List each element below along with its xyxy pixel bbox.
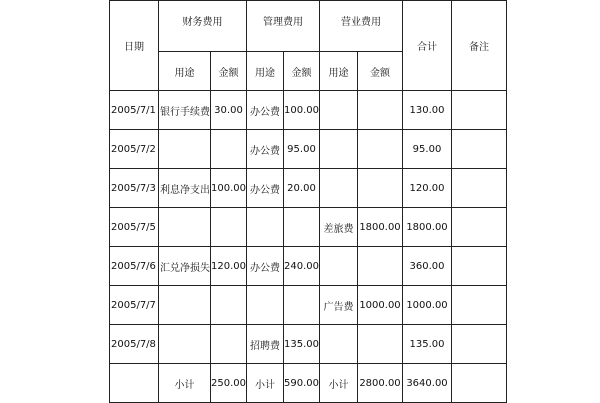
management-purpose-cell: 办公费 [247,169,284,208]
finance-purpose-cell [159,286,211,325]
sales-expense-header: 营业费用 [320,1,403,52]
management-amount-cell [284,208,320,247]
finance-amount-cell [211,325,247,364]
finance-amount-cell [211,208,247,247]
remark-cell [452,169,507,208]
sales-amount-cell: 1000.00 [358,286,403,325]
total-cell: 135.00 [403,325,452,364]
management-expense-header: 管理费用 [247,1,320,52]
date-cell: 2005/7/7 [110,286,159,325]
total-cell: 1800.00 [403,208,452,247]
sales-purpose-cell: 差旅费 [320,208,358,247]
management-subtotal-amount: 590.00 [284,364,320,403]
management-purpose-cell: 办公费 [247,247,284,286]
sales-amount-cell [358,247,403,286]
sales-purpose-cell [320,91,358,130]
table-row [110,169,507,208]
finance-purpose-cell: 银行手续费 [159,91,211,130]
finance-purpose-cell: 汇兑净损失 [159,247,211,286]
total-cell: 95.00 [403,130,452,169]
header-row-top [110,1,507,52]
sales-amount-cell [358,325,403,364]
remark-header: 备注 [452,1,507,91]
finance-amount-cell [211,130,247,169]
management-amount-cell: 135.00 [284,325,320,364]
remark-cell [452,286,507,325]
sales-purpose-cell [320,169,358,208]
sales-amount-cell [358,169,403,208]
date-cell: 2005/7/3 [110,169,159,208]
finance-purpose-cell [159,130,211,169]
management-purpose-cell: 招聘费 [247,325,284,364]
remark-cell [452,91,507,130]
subtotal-remark-cell [452,364,507,403]
sales-amount-cell: 1800.00 [358,208,403,247]
finance-expense-header: 财务费用 [159,1,247,52]
management-purpose-cell: 办公费 [247,130,284,169]
total-cell: 120.00 [403,169,452,208]
expense-ledger-table [109,0,507,403]
management-purpose-cell: 办公费 [247,91,284,130]
subtotal-row [110,364,507,403]
sales-amount-cell [358,130,403,169]
remark-cell [452,247,507,286]
sales-purpose-cell [320,247,358,286]
finance-amount-cell [211,286,247,325]
management-amount-header: 金额 [284,52,320,91]
finance-purpose-cell [159,325,211,364]
total-cell: 1000.00 [403,286,452,325]
finance-amount-cell: 120.00 [211,247,247,286]
date-cell: 2005/7/6 [110,247,159,286]
grand-total-cell: 3640.00 [403,364,452,403]
sales-subtotal-label: 小计 [320,364,358,403]
date-cell: 2005/7/1 [110,91,159,130]
date-cell: 2005/7/8 [110,325,159,364]
date-header: 日期 [110,1,159,91]
management-amount-cell: 100.00 [284,91,320,130]
sales-subtotal-amount: 2800.00 [358,364,403,403]
table-row [110,91,507,130]
sales-amount-header: 金额 [358,52,403,91]
remark-cell [452,130,507,169]
sales-purpose-cell [320,130,358,169]
finance-purpose-cell [159,208,211,247]
date-cell: 2005/7/5 [110,208,159,247]
table-row [110,208,507,247]
management-purpose-cell [247,286,284,325]
finance-subtotal-label: 小计 [159,364,211,403]
subtotal-date-cell [110,364,159,403]
finance-purpose-cell: 利息净支出 [159,169,211,208]
management-amount-cell: 20.00 [284,169,320,208]
finance-amount-header: 金额 [211,52,247,91]
management-amount-cell: 95.00 [284,130,320,169]
management-amount-cell: 240.00 [284,247,320,286]
table-row [110,247,507,286]
total-cell: 360.00 [403,247,452,286]
finance-subtotal-amount: 250.00 [211,364,247,403]
finance-purpose-header: 用途 [159,52,211,91]
management-purpose-header: 用途 [247,52,284,91]
sales-purpose-cell [320,325,358,364]
finance-amount-cell: 30.00 [211,91,247,130]
date-cell: 2005/7/2 [110,130,159,169]
finance-amount-cell: 100.00 [211,169,247,208]
table-row [110,130,507,169]
sales-purpose-cell: 广告费 [320,286,358,325]
table-row [110,325,507,364]
table-row [110,286,507,325]
management-purpose-cell [247,208,284,247]
sales-purpose-header: 用途 [320,52,358,91]
total-cell: 130.00 [403,91,452,130]
sales-amount-cell [358,91,403,130]
management-subtotal-label: 小计 [247,364,284,403]
remark-cell [452,325,507,364]
remark-cell [452,208,507,247]
total-header: 合计 [403,1,452,91]
management-amount-cell [284,286,320,325]
